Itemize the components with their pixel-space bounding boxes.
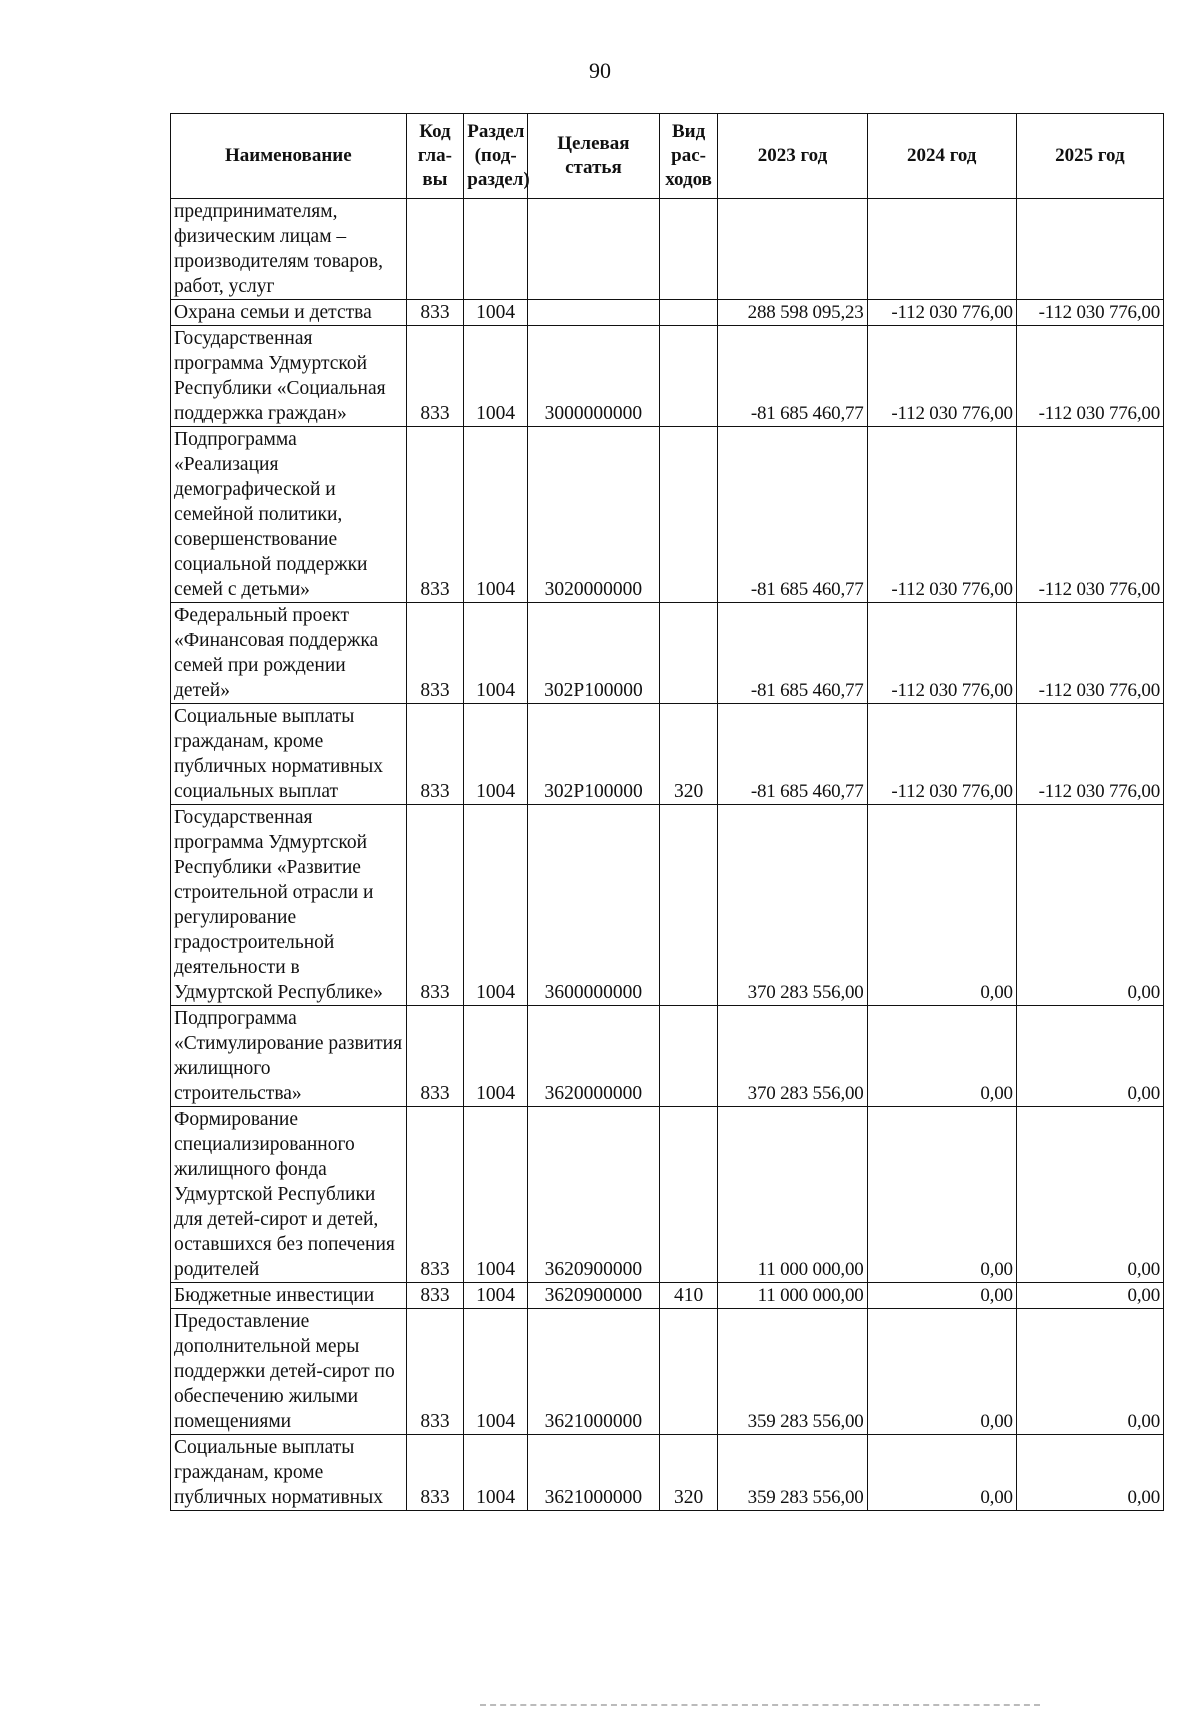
scan-edge-marks <box>480 1704 1040 1709</box>
row-name: Предоставление дополнительной меры поддержки детей-сирот по обеспечению жилыми помещениями <box>171 1309 407 1435</box>
row-2024: 0,00 <box>867 1107 1016 1283</box>
row-target-article: 3620000000 <box>528 1006 660 1107</box>
row-section: 1004 <box>464 1309 528 1435</box>
row-section: 1004 <box>464 1435 528 1511</box>
row-target-article: 302P100000 <box>528 603 660 704</box>
row-2024: -112 030 776,00 <box>867 300 1016 326</box>
row-expense-type <box>659 1006 718 1107</box>
row-expense-type <box>659 300 718 326</box>
row-2025: -112 030 776,00 <box>1016 326 1163 427</box>
table-row <box>171 300 1164 326</box>
row-2024: 0,00 <box>867 805 1016 1006</box>
row-2025: 0,00 <box>1016 1309 1163 1435</box>
row-target-article: 3621000000 <box>528 1309 660 1435</box>
table-row <box>171 603 1164 704</box>
row-name: Социальные выплаты гражданам, кроме публичных нормативных <box>171 1435 407 1511</box>
row-chapter-code: 833 <box>406 326 464 427</box>
row-section: 1004 <box>464 805 528 1006</box>
header-expense-type: Вид рас-ходов <box>659 114 718 199</box>
row-section: 1004 <box>464 1006 528 1107</box>
row-name: Федеральный проект «Финансовая поддержка семей при рождении детей» <box>171 603 407 704</box>
row-expense-type <box>659 427 718 603</box>
row-2025: -112 030 776,00 <box>1016 603 1163 704</box>
row-2025: -112 030 776,00 <box>1016 427 1163 603</box>
table-row <box>171 1283 1164 1309</box>
row-name: Формирование специализированного жилищного фонда Удмуртской Республики для детей-сирот и детей, оставшихся без попечения родителей <box>171 1107 407 1283</box>
row-target-article: 3621000000 <box>528 1435 660 1511</box>
header-chapter-code: Код гла-вы <box>406 114 464 199</box>
table-row <box>171 805 1164 1006</box>
row-2023: -81 685 460,77 <box>718 326 867 427</box>
row-2024: 0,00 <box>867 1006 1016 1107</box>
row-expense-type <box>659 805 718 1006</box>
header-target-article: Целевая статья <box>528 114 660 199</box>
row-2023: 288 598 095,23 <box>718 300 867 326</box>
row-2023: 370 283 556,00 <box>718 1006 867 1107</box>
row-2023: -81 685 460,77 <box>718 427 867 603</box>
row-chapter-code: 833 <box>406 1435 464 1511</box>
row-chapter-code: 833 <box>406 427 464 603</box>
row-section: 1004 <box>464 427 528 603</box>
header-row <box>171 114 1164 199</box>
table-row <box>171 326 1164 427</box>
row-name: Государственная программа Удмуртской Республики «Социальная поддержка граждан» <box>171 326 407 427</box>
row-name: Социальные выплаты гражданам, кроме публичных нормативных социальных выплат <box>171 704 407 805</box>
row-name: Подпрограмма «Реализация демографической и семейной политики, совершенствование социальной поддержки семей с детьми» <box>171 427 407 603</box>
table-row <box>171 1006 1164 1107</box>
row-name: Бюджетные инвестиции <box>171 1283 407 1309</box>
row-expense-type: 410 <box>659 1283 718 1309</box>
table-row <box>171 1309 1164 1435</box>
row-2024: -112 030 776,00 <box>867 427 1016 603</box>
row-2025: -112 030 776,00 <box>1016 704 1163 805</box>
row-chapter-code: 833 <box>406 805 464 1006</box>
row-target-article: 302P100000 <box>528 704 660 805</box>
row-target-article: 3000000000 <box>528 326 660 427</box>
row-2024: -112 030 776,00 <box>867 326 1016 427</box>
table-row <box>171 1435 1164 1511</box>
table-row <box>171 1107 1164 1283</box>
row-expense-type <box>659 199 718 300</box>
row-expense-type: 320 <box>659 704 718 805</box>
table-row <box>171 427 1164 603</box>
row-name: Государственная программа Удмуртской Республики «Развитие строительной отрасли и регулирование градостроительной деятельности в Удмуртской Республике» <box>171 805 407 1006</box>
row-target-article <box>528 199 660 300</box>
row-2025: 0,00 <box>1016 1283 1163 1309</box>
row-2023 <box>718 199 867 300</box>
row-section <box>464 199 528 300</box>
row-2024: 0,00 <box>867 1283 1016 1309</box>
row-2025 <box>1016 199 1163 300</box>
row-section: 1004 <box>464 300 528 326</box>
row-section: 1004 <box>464 704 528 805</box>
header-2024: 2024 год <box>867 114 1016 199</box>
row-name: предпринимателям, физическим лицам – производителям товаров, работ, услуг <box>171 199 407 300</box>
table-row <box>171 199 1164 300</box>
row-2024: 0,00 <box>867 1435 1016 1511</box>
row-section: 1004 <box>464 326 528 427</box>
row-2024 <box>867 199 1016 300</box>
row-expense-type <box>659 326 718 427</box>
row-chapter-code: 833 <box>406 1283 464 1309</box>
row-2023: -81 685 460,77 <box>718 704 867 805</box>
row-expense-type <box>659 1107 718 1283</box>
row-section: 1004 <box>464 1107 528 1283</box>
row-target-article: 3620900000 <box>528 1283 660 1309</box>
row-chapter-code: 833 <box>406 704 464 805</box>
row-chapter-code: 833 <box>406 300 464 326</box>
row-target-article: 3600000000 <box>528 805 660 1006</box>
budget-table <box>170 113 1164 1511</box>
row-2023: 370 283 556,00 <box>718 805 867 1006</box>
row-2025: 0,00 <box>1016 1006 1163 1107</box>
row-2025: 0,00 <box>1016 1107 1163 1283</box>
header-2023: 2023 год <box>718 114 867 199</box>
header-2025: 2025 год <box>1016 114 1163 199</box>
page-number: 90 <box>589 58 611 83</box>
row-2025: 0,00 <box>1016 805 1163 1006</box>
row-2023: -81 685 460,77 <box>718 603 867 704</box>
row-2024: -112 030 776,00 <box>867 704 1016 805</box>
row-target-article: 3020000000 <box>528 427 660 603</box>
row-2023: 11 000 000,00 <box>718 1283 867 1309</box>
table-row <box>171 704 1164 805</box>
row-target-article: 3620900000 <box>528 1107 660 1283</box>
row-section: 1004 <box>464 603 528 704</box>
row-2024: -112 030 776,00 <box>867 603 1016 704</box>
row-2025: -112 030 776,00 <box>1016 300 1163 326</box>
row-name: Охрана семьи и детства <box>171 300 407 326</box>
row-chapter-code <box>406 199 464 300</box>
row-chapter-code: 833 <box>406 1107 464 1283</box>
row-2025: 0,00 <box>1016 1435 1163 1511</box>
row-expense-type <box>659 603 718 704</box>
row-section: 1004 <box>464 1283 528 1309</box>
row-name: Подпрограмма «Стимулирование развития жилищного строительства» <box>171 1006 407 1107</box>
row-2024: 0,00 <box>867 1309 1016 1435</box>
row-chapter-code: 833 <box>406 603 464 704</box>
row-target-article <box>528 300 660 326</box>
row-expense-type: 320 <box>659 1435 718 1511</box>
row-2023: 11 000 000,00 <box>718 1107 867 1283</box>
row-chapter-code: 833 <box>406 1006 464 1107</box>
row-expense-type <box>659 1309 718 1435</box>
row-2023: 359 283 556,00 <box>718 1435 867 1511</box>
row-2023: 359 283 556,00 <box>718 1309 867 1435</box>
row-chapter-code: 833 <box>406 1309 464 1435</box>
header-name: Наименование <box>171 114 407 199</box>
header-section: Раздел (под-раздел) <box>464 114 528 199</box>
